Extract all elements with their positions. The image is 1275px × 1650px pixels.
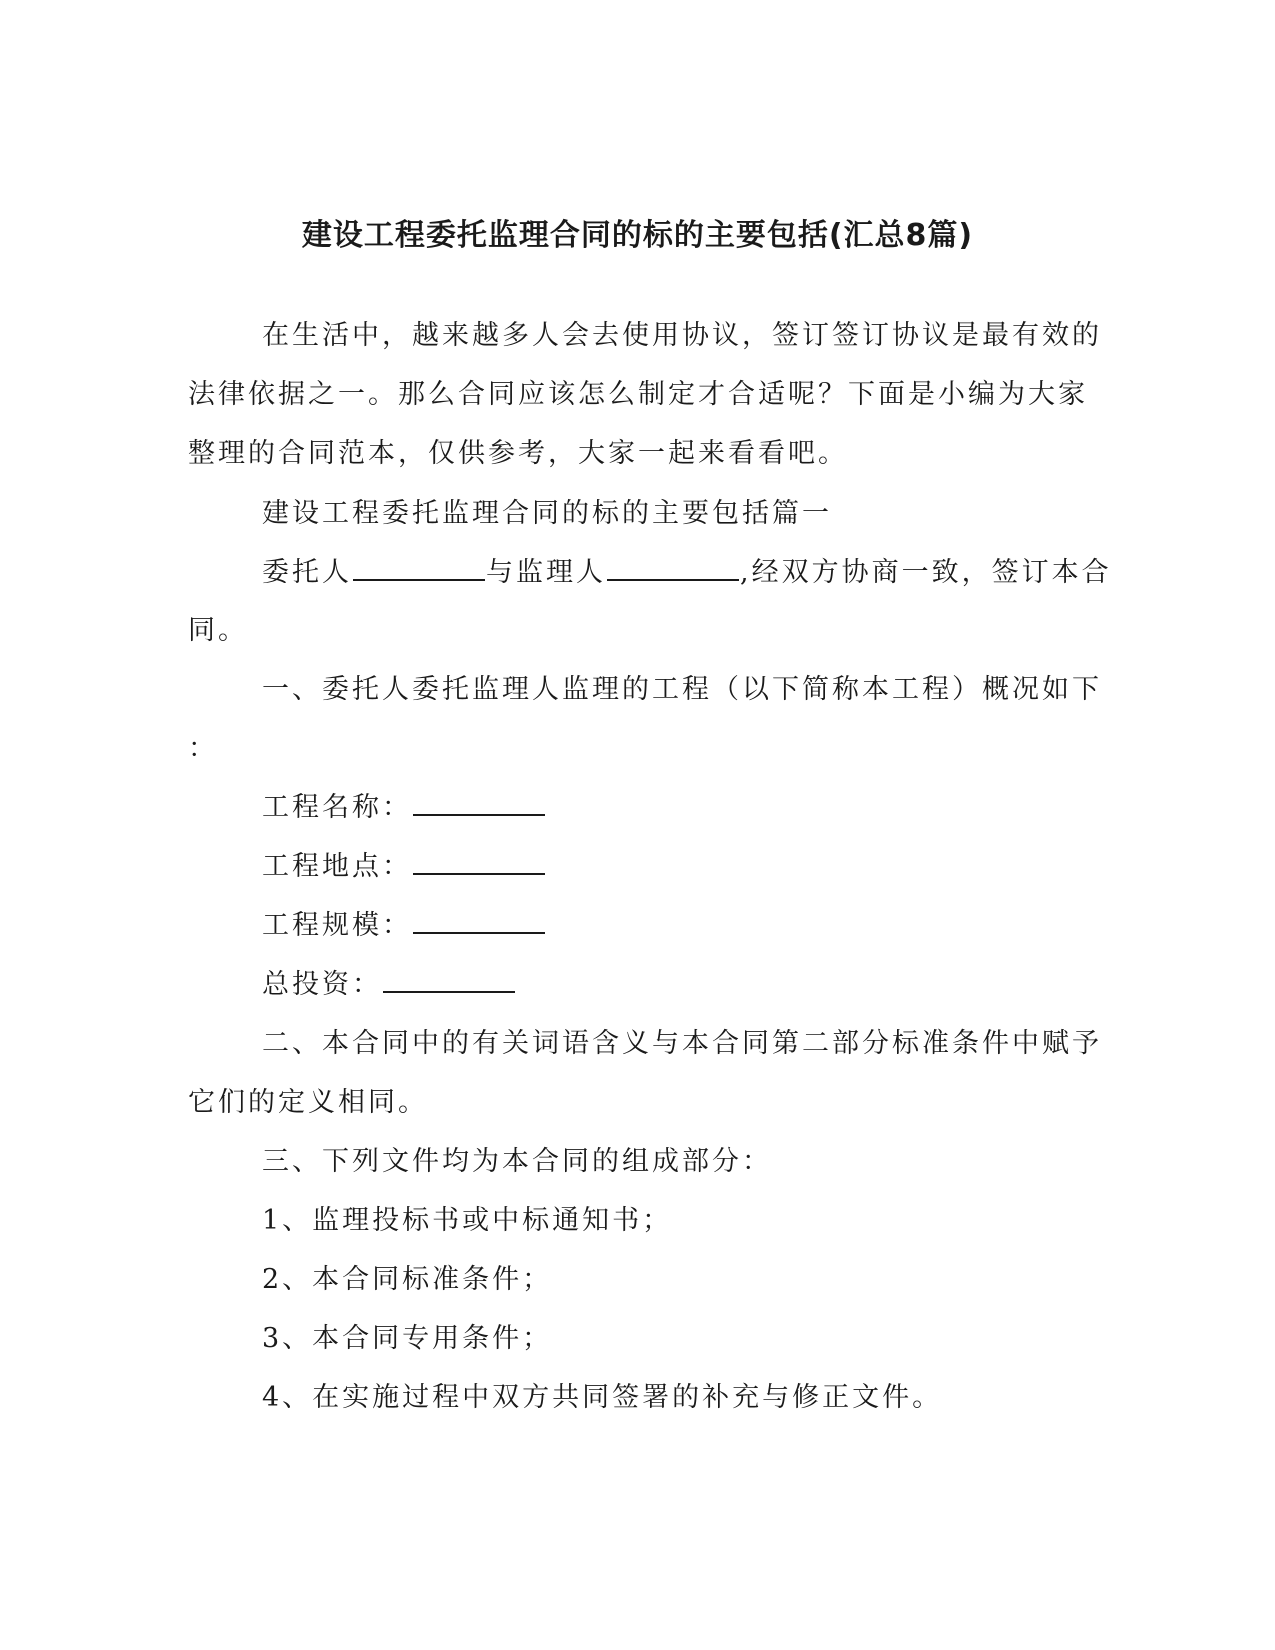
project-field-name [262,790,546,826]
field-blank [383,967,515,993]
parties-line [262,555,1112,591]
parties-tail: ,经双方协商一致，签订本合 [740,557,1112,588]
document-title: 建设工程委托监理合同的标的主要包括(汇总8篇) [301,218,974,253]
field-blank [413,790,545,816]
project-field-investment [262,967,516,1003]
clause-1-wrap: ： [188,733,218,764]
clause-2-wrap: 它们的定义相同。 [188,1087,428,1118]
intro-line-1: 在生活中，越来越多人会去使用协议，签订签订协议是最有效的 [262,320,1102,351]
field-label: 总投资： [262,969,382,1000]
list-item: 4、在实施过程中双方共同签署的补充与修正文件。 [262,1382,943,1413]
principal-label: 委托人 [262,557,352,588]
clause-3: 三、下列文件均为本合同的组成部分： [262,1146,772,1177]
field-blank [413,849,545,875]
project-field-location [262,849,546,885]
list-item: 1、监理投标书或中标通知书； [262,1205,673,1236]
list-item: 3、本合同专用条件； [262,1323,553,1354]
parties-line-wrap: 同。 [188,615,248,646]
field-label: 工程名称： [262,792,412,823]
project-field-scale [262,908,546,944]
field-blank [413,908,545,934]
clause-1: 一、委托人委托监理人监理的工程（以下简称本工程）概况如下 [262,674,1102,705]
clause-2: 二、本合同中的有关词语含义与本合同第二部分标准条件中赋予 [262,1028,1102,1059]
field-label: 工程地点： [262,851,412,882]
supervisor-label: 与监理人 [486,557,606,588]
section-heading: 建设工程委托监理合同的标的主要包括篇一 [262,498,832,529]
field-label: 工程规模： [262,910,412,941]
principal-blank [353,555,485,581]
list-item: 2、本合同标准条件； [262,1264,553,1295]
intro-line-2: 法律依据之一。那么合同应该怎么制定才合适呢？下面是小编为大家 [188,379,1088,410]
supervisor-blank [607,555,739,581]
intro-line-3: 整理的合同范本，仅供参考，大家一起来看看吧。 [188,438,848,469]
